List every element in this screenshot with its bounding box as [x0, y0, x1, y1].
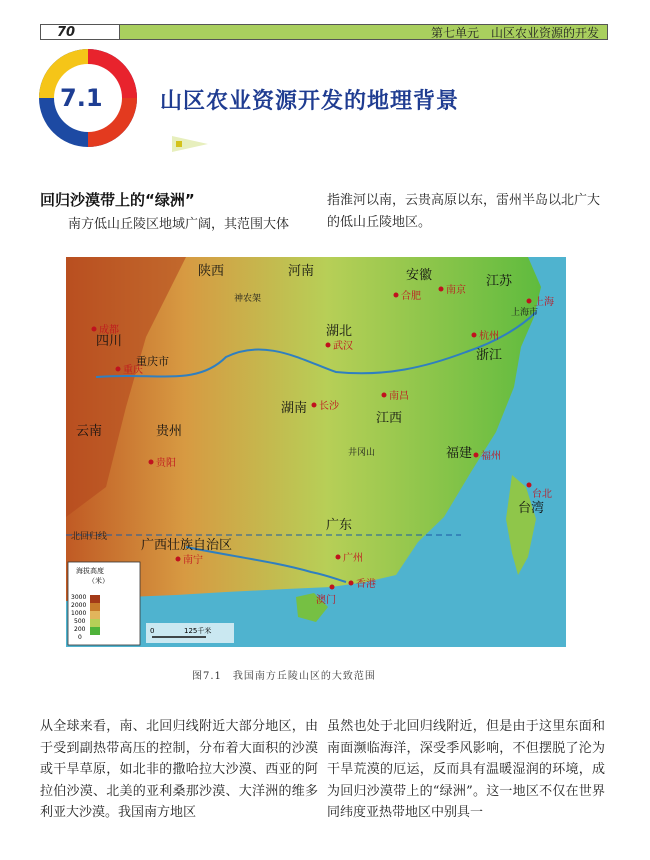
tropic-label: 北回归线 [71, 532, 108, 542]
province-label: 福建 [446, 446, 473, 461]
unit-title-bar: 第七单元 山区农业资源的开发 [120, 24, 608, 40]
section-title: 山区农业资源开发的地理背景 [160, 88, 460, 114]
body-left-column: 从全球来看，南、北回归线附近大部分地区，由于受到副热带高压的控制，分布着大面积的沙漠或干旱草原，如北非的撒哈拉大沙漠、西亚的阿拉伯沙漠、北美的亚利桑那沙漠、大洋洲的维多利亚大沙漠。我国南方地区 [40, 719, 318, 820]
legend-unit: （米） [88, 577, 109, 585]
city-label: 澳门 [316, 595, 336, 606]
province-label: 安徽 [406, 268, 433, 283]
province-label: 江西 [376, 411, 403, 426]
province-label: 河南 [288, 264, 315, 279]
legend-level: 200 [74, 626, 86, 633]
subheading: 回归沙漠带上的“绿洲” [40, 191, 195, 209]
city-label: 福州 [481, 451, 501, 462]
scale-end: 125千米 [184, 627, 212, 635]
city-label: 合肥 [401, 291, 421, 302]
page-number: 70 [40, 24, 120, 40]
province-label: 江苏 [486, 274, 513, 289]
scale-bar [146, 623, 234, 643]
intro-left: 南方低山丘陵区地域广阔，其范围大体 [68, 217, 290, 232]
city-label: 杭州 [479, 331, 499, 342]
city-sublabel: 上海市 [511, 308, 539, 318]
city-label: 武汉 [333, 341, 353, 352]
legend-level: 500 [74, 618, 86, 625]
city-label: 香港 [356, 579, 376, 590]
city-label: 南宁 [183, 555, 203, 566]
legend-title: 海拔高度 [76, 567, 104, 575]
province-label: 云南 [76, 424, 103, 439]
legend-level: 1000 [71, 610, 87, 617]
province-label: 台湾 [518, 501, 545, 516]
province-label: 陕西 [198, 264, 225, 279]
city-label: 广州 [343, 553, 363, 564]
city-label: 南京 [446, 285, 466, 296]
legend-level: 3000 [71, 594, 87, 601]
terrain-map [66, 257, 566, 647]
section-number: 7.1 [60, 84, 103, 112]
mountain-label: 神农架 [234, 294, 262, 304]
title-ornament-dot [176, 141, 182, 147]
figure-caption: 图7.1 我国南方丘陵山区的大致范围 [192, 671, 376, 682]
elevation-legend [68, 562, 140, 645]
city-label: 台北 [532, 489, 552, 500]
province-label: 四川 [96, 334, 123, 349]
legend-level: 0 [78, 634, 82, 641]
province-label: 广西壮族自治区 [141, 538, 233, 553]
province-label: 贵州 [156, 424, 183, 439]
city-label: 长沙 [319, 401, 339, 412]
province-label: 湖北 [326, 324, 353, 339]
mountain-label: 井冈山 [348, 448, 376, 458]
body-right-column: 虽然也处于北回归线附近，但是由于这里东面和南面濒临海洋，深受季风影响，不但摆脱了沦为干旱荒漠的厄运，反而具有温暖湿润的环境，成为回归沙漠带上的“绿洲”。这一地区不仅在世界同纬度亚热带地区中别具一 [327, 719, 605, 820]
city-label: 成都 [99, 325, 119, 336]
city-label: 贵阳 [156, 458, 176, 469]
page-header [40, 24, 608, 42]
city-label: 上海 [534, 297, 554, 308]
city-label: 重庆 [123, 365, 143, 376]
legend-level: 2000 [71, 602, 87, 609]
scale-start: 0 [150, 627, 155, 635]
province-label: 重庆市 [136, 355, 169, 368]
intro-right: 指淮河以南，云贵高原以东，雷州半岛以北广大的低山丘陵地区。 [327, 193, 601, 230]
city-label: 南昌 [389, 391, 409, 402]
province-label: 湖南 [281, 401, 308, 416]
province-label: 浙江 [476, 348, 503, 363]
province-label: 广东 [326, 518, 353, 533]
